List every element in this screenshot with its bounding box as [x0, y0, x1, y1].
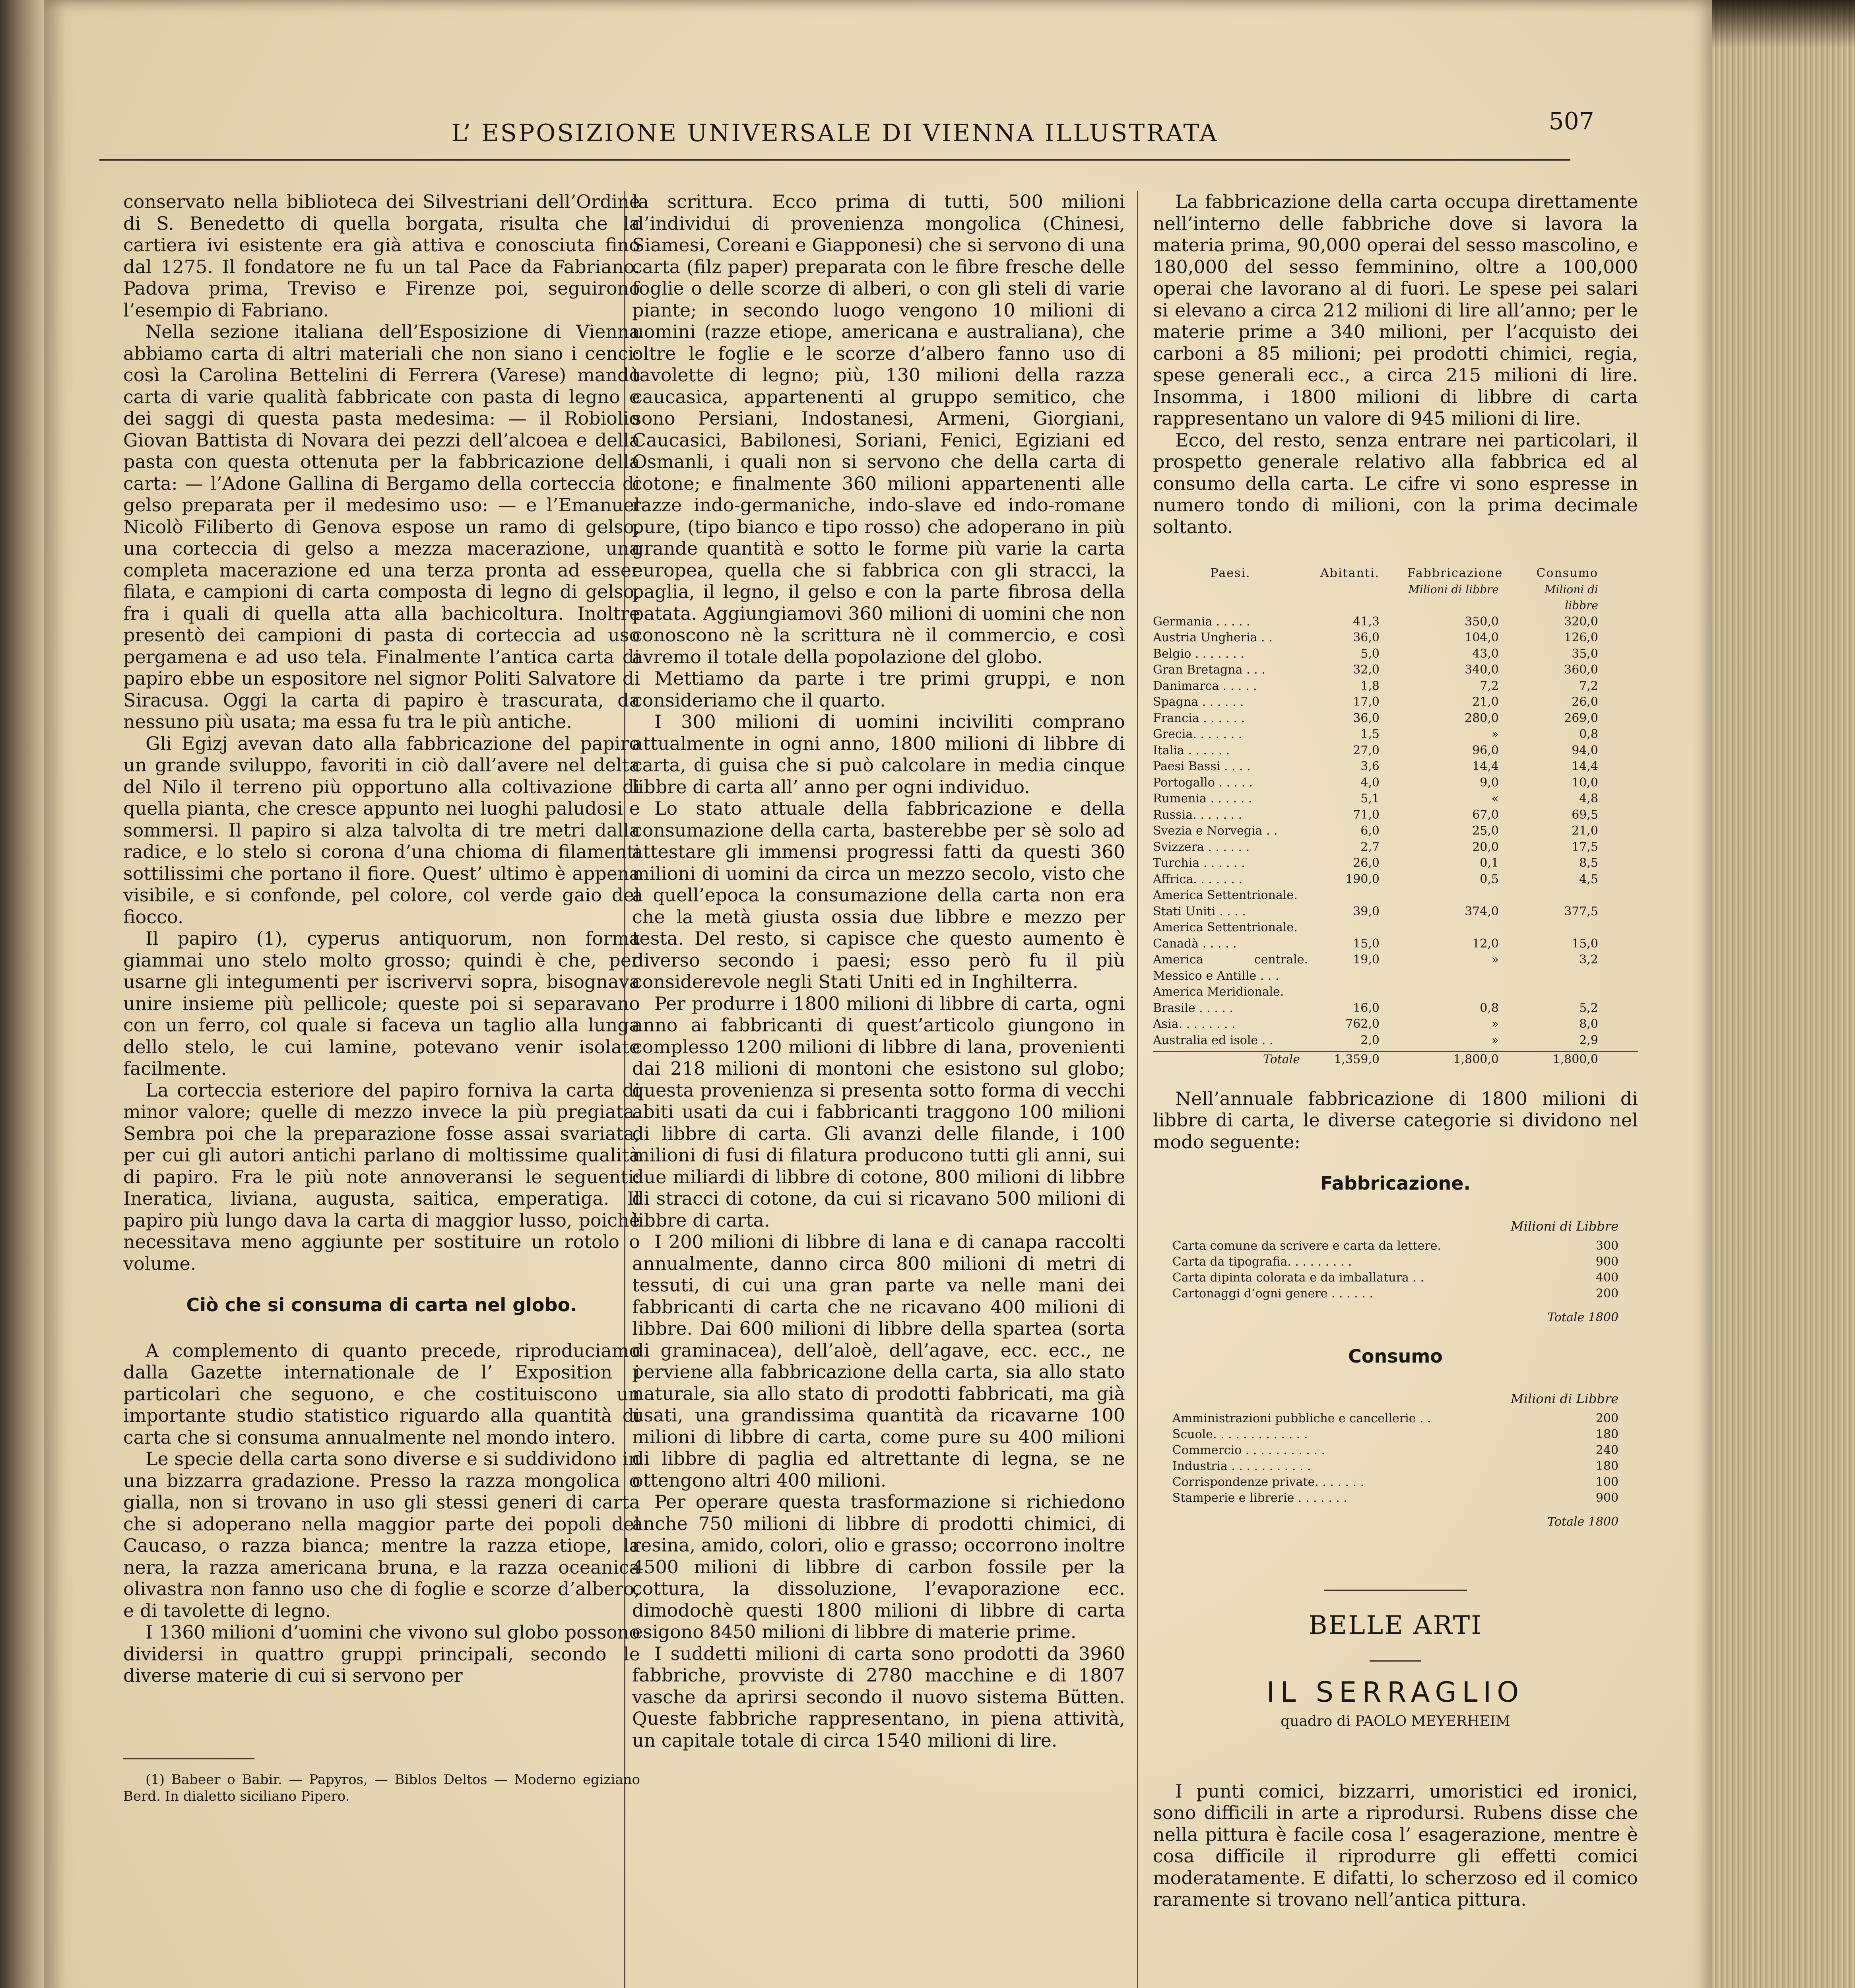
table-cell: 14,4: [1572, 759, 1598, 773]
table-row: [1153, 1000, 1638, 1017]
table-cell: 36,0: [1353, 711, 1380, 725]
paragraph: I suddetti milioni di carta sono prodotti da 3960 fabbriche, provviste di 2780 macchine e di 1807 vasche da aprirsi secondo il nuovo sistema Bütten. Queste fabbriche rappresentano, in piena attività, un capitale totale di circa 1540 milioni di lire.: [632, 1642, 1125, 1751]
table-cell: Belgio . . . . . . .: [1153, 646, 1244, 661]
table-subheader-cell: [1153, 582, 1308, 614]
table-total-row: [1153, 1051, 1638, 1068]
header-rule: [99, 159, 1570, 161]
table-cell: 17,5: [1572, 840, 1598, 854]
table-cell: 240: [1595, 1443, 1619, 1457]
table-cell: 4,0: [1360, 775, 1380, 790]
table-cell: Stamperie e librerie . . . . . . .: [1172, 1491, 1347, 1505]
table-cell: 374,0: [1465, 904, 1499, 918]
table-row: [1153, 791, 1638, 807]
table-cell: 19,0: [1353, 953, 1380, 967]
fabbricazione-table: [1172, 1218, 1618, 1326]
table-cell: 71,0: [1353, 808, 1380, 822]
table-cell: Paesi Bassi . . . .: [1153, 759, 1251, 773]
table-cell: 26,0: [1353, 856, 1380, 870]
table-cell: 2,9: [1579, 1033, 1598, 1047]
table-row: [1153, 726, 1638, 743]
table-cell: 8,5: [1579, 856, 1598, 870]
paragraph: I 1360 milioni d’uomini che vivono sul globo possono dividersi in quattro gruppi principali, secondo le diverse materie di cui si servono per: [123, 1621, 640, 1686]
table-row: [1153, 839, 1638, 856]
table-cell: [1519, 887, 1598, 904]
table-cell: Australia ed isole . .: [1153, 1033, 1273, 1047]
table-cell: 0,8: [1579, 727, 1598, 741]
table-cell: Svizzera . . . . . .: [1153, 840, 1250, 854]
table-cell: 180: [1595, 1427, 1619, 1441]
table-cell: »: [1491, 727, 1499, 741]
table-cell: 0,8: [1480, 1001, 1499, 1015]
table-row: [1172, 1474, 1618, 1490]
table-cell: «: [1491, 792, 1499, 806]
table-cell: Turchia . . . . . .: [1153, 856, 1245, 870]
table-cell: [1308, 887, 1407, 904]
table-cell: America Settentrionale.: [1153, 920, 1298, 934]
table-cell: 10,0: [1572, 775, 1598, 790]
table-cell: 180: [1595, 1459, 1619, 1473]
table-cell: 1,5: [1360, 727, 1380, 741]
table-cell: 27,0: [1353, 743, 1380, 757]
table-cell: Canadà . . . . .: [1153, 936, 1237, 951]
table-total: Totale 1800: [1547, 1515, 1619, 1529]
table-cell: 200: [1595, 1411, 1619, 1425]
table-cell: 26,0: [1572, 695, 1598, 709]
table-row: [1153, 855, 1638, 872]
table-row: [1153, 936, 1638, 952]
page-number: 507: [1548, 107, 1594, 135]
table-row: [1153, 711, 1638, 727]
table-cell: 35,0: [1572, 646, 1598, 661]
consumo-table: [1172, 1391, 1618, 1530]
column-2: [632, 191, 1125, 1751]
column-3: [1153, 191, 1638, 1910]
table-cell: 67,0: [1472, 808, 1499, 822]
table-row: [1153, 694, 1638, 711]
table-cell: Gran Bretagna . . .: [1153, 663, 1265, 677]
table-cell: »: [1491, 1017, 1499, 1031]
paragraph: A complemento di quanto precede, riproduciamo dalla Gazette internationale de l’ Exposition i particolari che seguono, e che costituiscono un importante studio statistico riguardo alla quantità di carta che si consuma annualmente nel mondo intero.: [123, 1340, 640, 1448]
table-cell: 400: [1595, 1270, 1619, 1285]
table-cell: Spagna . . . . . .: [1153, 695, 1244, 709]
table-header-cell: Fabbricazione: [1407, 566, 1503, 580]
table-cell: 25,0: [1472, 824, 1499, 838]
table-cell: [1519, 984, 1598, 1000]
paragraph: I 200 milioni di libbre di lana e di canapa raccolti annualmente, danno circa 800 milioni di metri di tessuti, di cui una gran parte va nelle mani dei fabbricanti di carta che ne ricavano 400 milioni di libbre. Dai 600 milioni di libbre della spartea (sorta di graminacea), dell’aloè, dell’agave, ecc. ecc., ne perviene alla fabbricazione della carta, sia allo stato naturale, sia allo stato di prodotti fabbricati, ma già usati, una grandissima quantità da ricavarne 100 milioni di libbre di carta, come pure su 400 milioni di libbre di paglia ed altrettante di legna, se ne ottengono altri 400 milioni.: [632, 1231, 1125, 1491]
table-cell: Francia . . . . . .: [1153, 711, 1245, 725]
table-cell: 12,0: [1472, 936, 1499, 951]
table-cell: Russia. . . . . . .: [1153, 808, 1242, 822]
paragraph: La corteccia esteriore del papiro forniva la carta di minor valore; quelle di mezzo invece la più pregiata. Sembra poi che la preparazione fosse assai svariata, per cui gli autori antichi parlano di moltissime qualità di papiro. Fra le più note annoveransi le seguenti: Ineratica, liviana, augusta, saitica, emperatiga. Il papiro più lungo dava la carta di maggior lusso, poichè necessitava meno aggiunte per sostituire un rotolo o volume.: [123, 1079, 640, 1274]
table-cell: 190,0: [1345, 872, 1380, 886]
table-cell: Brasile . . . . .: [1153, 1001, 1233, 1015]
table-row: [1172, 1238, 1618, 1254]
table-cell: 15,0: [1572, 936, 1598, 951]
table-cell: 300: [1595, 1239, 1619, 1253]
table-total-cell: 1,359,0: [1334, 1052, 1380, 1066]
table-header-cell: Abitanti.: [1320, 566, 1380, 580]
table-cell: 340,0: [1465, 663, 1499, 677]
table-cell: 350,0: [1465, 614, 1499, 629]
table-cell: 100: [1595, 1475, 1619, 1489]
table-cell: 15,0: [1353, 936, 1380, 951]
table-row: [1153, 1016, 1638, 1033]
table-cell: 280,0: [1465, 711, 1499, 725]
table-cell: 8,0: [1579, 1017, 1598, 1031]
table-cell: [1308, 984, 1407, 1000]
table-cell: 16,0: [1353, 1001, 1380, 1015]
section-rule: [1370, 1660, 1421, 1662]
paragraph: Le specie della carta sono diverse e si suddividono in una bizzarra gradazione. Presso la razza mongolica o gialla, non si trovano in uso gli stessi generi di carta che si adoperano nella maggior parte dei popoli del Caucaso, o razza bianca; mentre la razza etiope, la nera, la razza americana bruna, e la razza oceanica olivastra non fanno uso che di foglie e scorze d’albero, e di tavolette di legno.: [123, 1448, 640, 1621]
consumo-body: [1172, 1411, 1618, 1506]
section-rule: [1324, 1590, 1467, 1591]
table-cell: 762,0: [1345, 1017, 1380, 1031]
table-subheader-cell: [1308, 582, 1407, 614]
table-cell: Grecia. . . . . . .: [1153, 727, 1242, 741]
table-row: [1153, 1033, 1638, 1049]
table-cell: 0,1: [1480, 856, 1499, 870]
table-cell: 3,6: [1360, 759, 1380, 773]
table-cell: America Settentrionale.: [1153, 888, 1298, 902]
table-cell: Carta dipinta colorata e da imballatura . .: [1172, 1270, 1424, 1285]
table-cell: 7,2: [1579, 679, 1598, 693]
paragraph: I punti comici, bizzarri, umoristici ed ironici, sono difficili in arte a riprodursi. Rubens disse che nella pittura è facile cosa l’ esagerazione, mentre è cosa difficile il riprodurre gli effetti comici moderatamente. E difatti, lo scherzoso ed il comico raramente si trovano nell’antica pittura.: [1153, 1780, 1638, 1910]
unit-label: Milioni di Libbre: [1510, 1391, 1619, 1406]
table-total: Totale 1800: [1547, 1310, 1619, 1324]
paragraph: Per produrre i 1800 milioni di libbre di carta, ogni anno ai fabbricanti di quest’articolo giungono in complesso 1200 milioni di libbre di lana, provenienti dai 218 milioni di montoni che esistono sul globo; questa provenienza si presenta sotto forma di vecchi abiti usati da cui i fabbricanti traggono 100 milioni di libbre di carta. Gli avanzi delle filande, i 100 milioni di fusi di filatura producono tutti gli anni, sui due miliardi di libbre di cotone, 800 milioni di libbre di stracci di cotone, da cui si ricavano 500 milioni di libbre di carta.: [632, 992, 1125, 1231]
table-cell: 900: [1595, 1491, 1619, 1505]
table-cell: 14,4: [1472, 759, 1499, 773]
paragraph: Mettiamo da parte i tre primi gruppi, e non consideriamo che il quarto.: [632, 668, 1125, 711]
table-row: [1153, 872, 1638, 888]
table-cell: 17,0: [1353, 695, 1380, 709]
section-title-belle-arti: BELLE ARTI: [1308, 1611, 1482, 1640]
table-row: [1153, 630, 1638, 646]
page-header: [99, 107, 1594, 167]
table-cell: Carta comune da scrivere e carta da lettere.: [1172, 1239, 1442, 1253]
table-cell: Danimarca . . . . .: [1153, 679, 1257, 693]
table-row: [1172, 1254, 1618, 1270]
table-cell: 0,5: [1480, 872, 1499, 886]
table-cell: 320,0: [1564, 614, 1598, 629]
table-row: [1153, 887, 1638, 904]
paragraph: I 300 milioni di uomini inciviliti comprano attualmente in ogni anno, 1800 milioni di libbre di carta, di guisa che si può calcolare in media cinque libbre di carta all’ anno per ogni individuo.: [632, 711, 1125, 798]
paragraph: Ecco, del resto, senza entrare nei particolari, il prospetto generale relativo alla fabbrica ed al consumo della carta. Le cifre vi sono espresse in numero tondo di milioni, con la prima decimale soltanto.: [1153, 429, 1638, 538]
page-stack-shadow: [1712, 0, 1855, 48]
table-row: [1153, 904, 1638, 920]
table-header-cell: Consumo: [1536, 566, 1598, 580]
paragraph: Lo stato attuale della fabbricazione e della consumazione della carta, basterebbe per sè solo ad attestare gli immensi progressi fatti da questi 360 milioni di uomini da circa un mezzo secolo, visto che a quell’epoca la consumazione della carta non era che la metà giusta ossia due libbre e mezzo per testa. Del resto, si capisce che questo aumento è diverso secondo i paesi; esso però fu il più considerevole negli Stati Uniti ed in Inghilterra.: [632, 798, 1125, 992]
table-row: [1172, 1286, 1618, 1302]
table-cell: 200: [1595, 1286, 1619, 1301]
table-cell: 5,1: [1360, 792, 1380, 806]
table-cell: Corrispondenze private. . . . . . .: [1172, 1475, 1364, 1489]
table-row: [1153, 920, 1638, 936]
table-cell: Carta da tipografia. . . . . . . . .: [1172, 1254, 1352, 1269]
table-row: [1172, 1411, 1618, 1427]
table-row: [1153, 952, 1638, 984]
paragraph: conservato nella biblioteca dei Silvestriani dell’Ordine di S. Benedetto di quella borgata, risulta che la cartiera ivi esistente era già attiva e conosciuta fino dal 1275. Il fondatore ne fu un tal Pace da Fabriano. Padova prima, Treviso e Firenze poi, seguirono l’esempio di Fabriano.: [123, 191, 640, 321]
table-cell: Germania . . . . .: [1153, 614, 1250, 629]
table-cell: Svezia e Norvegia . .: [1153, 824, 1278, 838]
table-cell: Industria . . . . . . . . . . .: [1172, 1459, 1311, 1473]
table-cell: Portogallo . . . . .: [1153, 775, 1253, 790]
table-cell: 5,2: [1579, 1001, 1598, 1015]
table-cell: 32,0: [1353, 663, 1380, 677]
table-row: [1153, 662, 1638, 678]
table-subheader-cell: Milioni di libbre: [1544, 582, 1598, 612]
table-total-cell: 1,800,0: [1453, 1052, 1499, 1066]
table-cell: Affrica. . . . . . .: [1153, 872, 1243, 886]
table-cell: [1407, 920, 1519, 936]
table-cell: 96,0: [1472, 743, 1499, 757]
table-row: [1153, 678, 1638, 695]
table-cell: Italia . . . . . .: [1153, 743, 1230, 757]
table-cell: Asia. . . . . . . .: [1153, 1017, 1236, 1031]
table-cell: 69,5: [1572, 808, 1598, 822]
table-total-cell: Totale: [1263, 1052, 1300, 1066]
table-row: [1153, 807, 1638, 823]
table-subheader-cell: Milioni di libbre: [1408, 582, 1499, 596]
table-cell: 21,0: [1472, 695, 1499, 709]
section-heading: Ciò che si consuma di carta nel globo.: [186, 1294, 577, 1316]
table-header-cell: Paesi.: [1210, 566, 1251, 580]
table-cell: »: [1491, 953, 1499, 967]
table-cell: 900: [1595, 1254, 1619, 1269]
book-binding-shadow: [0, 0, 44, 1988]
magazine-page: [44, 0, 1712, 1988]
table-cell: [1519, 920, 1598, 936]
table-row: [1153, 759, 1638, 775]
table-row: [1172, 1458, 1618, 1474]
table-cell: [1308, 920, 1407, 936]
footnote: (1) Babeer o Babir. — Papyros, — Biblos Deltos — Moderno egiziano Berd. In dialetto siciliano Pipero.: [123, 1771, 640, 1804]
article-title: IL SERRAGLIO: [1266, 1675, 1525, 1708]
table-cell: America centrale. Messico e Antille . . .: [1153, 953, 1308, 983]
fabbricazione-body: [1172, 1238, 1618, 1302]
table-cell: 126,0: [1564, 631, 1598, 645]
table-row: [1153, 614, 1638, 630]
table-cell: 39,0: [1353, 904, 1380, 918]
table-cell: 269,0: [1564, 711, 1598, 725]
column-1: [123, 191, 640, 1805]
table-cell: 20,0: [1472, 840, 1499, 854]
table-cell: Scuole. . . . . . . . . . . . .: [1172, 1427, 1308, 1441]
table-cell: 360,0: [1564, 663, 1598, 677]
table-row: [1172, 1427, 1618, 1442]
table-cell: 5,0: [1360, 646, 1380, 661]
table-cell: 43,0: [1472, 646, 1499, 661]
table-header-row: [1153, 565, 1638, 582]
table-cell: 4,5: [1579, 872, 1598, 886]
paragraph: la scrittura. Ecco prima di tutti, 500 milioni d’individui di provenienza mongolica (Chinesi, Siamesi, Coreani e Giapponesi) che si servono di una carta (filz paper) preparata con le fibre fresche delle foglie o delle scorze di alberi, o con gli steli di varie piante; in secondo luogo vengono 10 milioni di uomini (razze etiope, americana e australiana), che oltre le foglie e le scorze d’albero fanno uso di tavolette di legno; più, 130 milioni della razza caucasica, appartenenti al gruppo semitico, che sono Persiani, Indostanesi, Armeni, Giorgiani, Caucasici, Babilonesi, Soriani, Fenici, Egiziani ed Osmanli, i quali non si servono che della carta di cotone; e finalmente 360 milioni appartenenti alle razze indo-germaniche, indo-slave ed indo-romane pure, (tipo bianco e tipo rosso) che adoperano in più grande quantità e sotto le forme più varie la carta europea, quella che si fabbrica con gli stracci, la paglia, il legno, il gelso e con la parte fibrosa della patata. Aggiungiamovi 360 milioni di uomini che non conoscono nè la scrittura nè il commercio, e così avremo il totale della popolazione del globo.: [632, 191, 1125, 668]
column-divider: [1137, 191, 1138, 1988]
table-cell: 9,0: [1480, 775, 1499, 790]
table-cell: Commercio . . . . . . . . . . .: [1172, 1443, 1325, 1457]
table-cell: 377,5: [1564, 904, 1598, 918]
table-row: [1153, 823, 1638, 839]
table-subheader-row: [1153, 582, 1638, 614]
table-row: [1153, 646, 1638, 662]
table-cell: »: [1491, 1033, 1499, 1047]
table-cell: 36,0: [1353, 631, 1380, 645]
table-row: [1153, 775, 1638, 791]
table-cell: 4,8: [1579, 792, 1598, 806]
table-total-cell: 1,800,0: [1552, 1052, 1598, 1066]
table-body: [1153, 614, 1638, 1049]
table-cell: [1407, 887, 1519, 904]
paragraph: La fabbricazione della carta occupa direttamente nell’interno delle fabbriche dove si lavora la materia prima, 90,000 operai del sesso mascolino, e 180,000 del sesso femminino, oltre a 100,000 operai che lavorano al di fuori. Le spese pei salari si elevano a circa 212 milioni di lire all’anno; per le materie prime a 340 milioni, per l’acquisto dei carboni a 85 milioni; pei prodotti chimici, regia, spese generali ecc., a circa 215 milioni di lire. Insomma, i 1800 milioni di libbre di carta rappresentano un valore di 945 milioni di lire.: [1153, 191, 1638, 429]
paragraph: Gli Egizj avevan dato alla fabbricazione del papiro un grande sviluppo, favoriti in ciò dall’avere nel delta del Nilo il terreno più opportuno alla coltivazione di quella pianta, che cresce appunto nei luoghi paludosi e sommersi. Il papiro si alza talvolta di tre metri dalla radice, e lo stelo si corona d’una chioma di filamenti sottilissimi che portano il fiore. Quest’ ultimo è appena visibile, e si confonde, pel colore, col verde gaio del fiocco.: [123, 732, 640, 928]
footnote-rule: [123, 1758, 254, 1759]
page-stack-edge: [1712, 0, 1855, 1988]
table-cell: America Meridionale.: [1153, 985, 1284, 999]
table-cell: 21,0: [1572, 824, 1598, 838]
paragraph: Per operare questa trasformazione si richiedono anche 750 milioni di libbre di prodotti chimici, di resina, amido, colori, olio e grasso; occorrono inoltre 4500 milioni di libbre di carbon fossile per la cottura, la dissoluzione, l’evaporazione ecc. dimodochè questi 1800 milioni di libbre di carta esigono 8450 milioni di libbre di materie prime.: [632, 1491, 1125, 1642]
table-row: [1153, 984, 1638, 1000]
paragraph: Nell’annuale fabbricazione di 1800 milioni di libbre di carta, le diverse categorie si dividono nel modo seguente:: [1153, 1087, 1638, 1153]
table-row: [1172, 1490, 1618, 1506]
unit-label: Milioni di Libbre: [1510, 1218, 1619, 1234]
paragraph: Il papiro (1), cyperus antiquorum, non forma giammai uno stelo molto grosso; quindi è che, per usarne gli integumenti per iscrivervi sopra, bisognava unire insieme più pellicole; queste poi si separavano con un ferro, col quale si faceva un taglio alla lunga dello stelo, le cui lamine, potevano venir isolate facilmente.: [123, 928, 640, 1079]
table-cell: Rumenia . . . . . .: [1153, 792, 1252, 806]
table-row: [1153, 743, 1638, 759]
table-cell: Stati Uniti . . . .: [1153, 904, 1246, 918]
table-cell: 1,8: [1360, 679, 1380, 693]
statistics-table: [1153, 565, 1638, 1068]
table-row: [1172, 1442, 1618, 1458]
table-cell: Amministrazioni pubbliche e cancellerie . .: [1172, 1411, 1431, 1425]
article-subtitle: quadro di PAOLO MEYERHEIM: [1281, 1713, 1510, 1730]
table-cell: 2,7: [1360, 840, 1380, 854]
fabbricazione-heading: Fabbricazione.: [1320, 1173, 1471, 1194]
paragraph: Nella sezione italiana dell’Esposizione di Vienna abbiamo carta di altri materiali che non siano i cenci: così la Carolina Bettelini di Ferrera (Varese) mandò carta di varie qualità fabbricate con pasta di legno e dei saggi di questa pasta medesima: — il Robiolio Giovan Battista di Novara dei pezzi dell’alcoea e della pasta con questa ottenuta per la fabbricazione della carta: — l’Adone Gallina di Bergamo della corteccia di gelso preparata per il medesimo uso: — e l’Emanuel Nicolò Filiberto di Genova espose un ramo di gelso, una corteccia di gelso a mezza macerazione, una completa macerazione ed una terza pronta ad esser filata, e campioni di carta composta di legno di gelso, fra i quali di quella atta alla bachicoltura. Inoltre presentò dei campioni di pasta di corteccia ad uso pergamena e ad uso tela. Finalmente l’antica carta di papiro ebbe un espositore nel signor Politi Salvatore di Siracusa. Oggi la carta di papiro è trascurata, da nessuno più usata; ma essa fu tra le più antiche.: [123, 321, 640, 732]
table-row: [1172, 1270, 1618, 1286]
consumo-heading: Consumo: [1348, 1345, 1443, 1367]
table-cell: 3,2: [1579, 953, 1598, 967]
table-cell: Austria Ungheria . .: [1153, 631, 1273, 645]
table-cell: 94,0: [1572, 743, 1598, 757]
table-cell: 2,0: [1360, 1033, 1380, 1047]
table-cell: Cartonaggi d’ogni genere . . . . . .: [1172, 1286, 1373, 1301]
table-cell: [1407, 984, 1519, 1000]
table-cell: 7,2: [1480, 679, 1499, 693]
table-cell: 41,3: [1353, 614, 1380, 629]
running-title: L’ ESPOSIZIONE UNIVERSALE DI VIENNA ILLUSTRATA: [451, 119, 1219, 147]
table-cell: 6,0: [1360, 824, 1380, 838]
table-cell: 104,0: [1465, 631, 1499, 645]
